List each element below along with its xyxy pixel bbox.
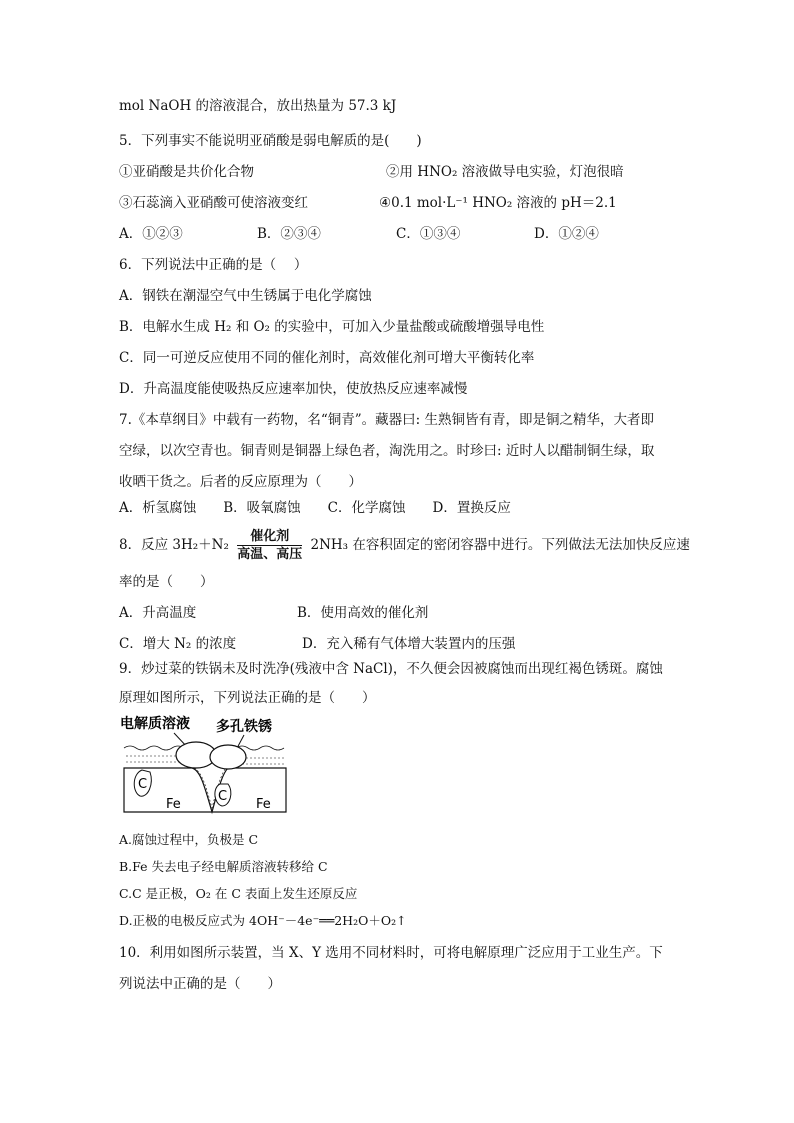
reaction-condition — [237, 529, 302, 562]
q6-option-a: A．钢铁在潮湿空气中生锈属于电化学腐蚀 — [119, 288, 372, 304]
question-10-stem-1: 10．利用如图所示装置，当 X、Y 选用不同材料时，可将电解原理广泛应用于工业生产。下 — [119, 945, 663, 961]
question-7-stem-1: 7.《本草纲目》中载有一药物，名“铜青”。藏器曰: 生熟铜皆有青，即是铜之精华，大者即 — [119, 412, 655, 428]
question-6-stem: 6．下列说法中正确的是（ ） — [119, 257, 308, 273]
condition-catalyst: 催化剂 — [250, 529, 290, 544]
question-8-stem-1 — [119, 528, 690, 562]
question-10-stem-2: 列说法中正确的是（ ） — [119, 976, 281, 992]
q6-option-d: D．升高温度能使吸热反应速率加快，使放热反应速率减慢 — [119, 381, 468, 397]
q8-option-d: D．充入稀有气体增大装置内的压强 — [302, 636, 516, 652]
q6-option-c: C．同一可逆反应使用不同的催化剂时，高效催化剂可增大平衡转化率 — [119, 350, 535, 366]
q5-item-3: ③石蕊滴入亚硝酸可使溶液变红 — [119, 195, 308, 211]
q5-item-1: ①亚硝酸是共价化合物 — [119, 164, 254, 180]
reaction-arrow — [237, 545, 302, 546]
corrosion-diagram — [118, 712, 290, 822]
question-8-stem-2: 率的是（ ） — [119, 574, 214, 590]
q5-option-c: C．①③④ — [396, 226, 461, 242]
label-iron: Fe — [166, 797, 181, 812]
q6-option-b: B．电解水生成 H₂ 和 O₂ 的实验中，可加入少量盐酸或硫酸增强导电性 — [119, 319, 545, 335]
solution-wave — [124, 746, 184, 750]
condition-temp-pressure: 高温、高压 — [237, 547, 303, 562]
q5-option-d: D．①②④ — [534, 226, 599, 242]
question-5-stem: 5．下列事实不能说明亚硝酸是弱电解质的是( ) — [119, 133, 422, 149]
q7-options: A．析氢腐蚀 B．吸氧腐蚀 C．化学腐蚀 D．置换反应 — [119, 500, 511, 516]
q5-item-2: ②用 HNO₂ 溶液做导电实验，灯泡很暗 — [386, 164, 624, 180]
question-7-stem-2: 空绿，以次空青也。铜青则是铜器上绿色者，淘洗用之。时珍曰: 近时人以醋制铜生绿，取 — [119, 443, 655, 459]
text-line: mol NaOH 的溶液混合，放出热量为 57.3 kJ — [119, 98, 397, 114]
q5-option-b: B．②③④ — [257, 226, 321, 242]
label-porous-rust: 多孔铁锈 — [216, 719, 272, 735]
q8-reactants: 8．反应 3H₂＋N₂ — [119, 537, 229, 553]
q8-products: 2NH₃ 在容积固定的密闭容器中进行。下列做法无法加快反应速 — [310, 537, 690, 553]
label-carbon: C — [218, 789, 228, 804]
question-7-stem-3: 收晒干货之。后者的反应原理为（ ） — [119, 474, 362, 490]
q8-option-c: C．增大 N₂ 的浓度 — [119, 636, 237, 652]
q9-option-b: B.Fe 失去电子经电解质溶液转移给 C — [119, 859, 328, 874]
q8-option-b: B．使用高效的催化剂 — [297, 605, 429, 621]
label-carbon: C — [138, 777, 148, 792]
label-iron: Fe — [256, 797, 271, 812]
q9-option-c: C.C 是正极，O₂ 在 C 表面上发生还原反应 — [119, 886, 358, 901]
q9-option-a: A.腐蚀过程中，负极是 C — [119, 832, 259, 847]
q8-option-a: A．升高温度 — [119, 605, 197, 621]
rust-blob — [210, 745, 246, 769]
label-electrolyte-solution: 电解质溶液 — [120, 716, 190, 732]
q5-item-4: ④0.1 mol·L⁻¹ HNO₂ 溶液的 pH＝2.1 — [379, 195, 617, 211]
solution-wave — [236, 746, 284, 750]
question-9-stem-2: 原理如图所示，下列说法正确的是（ ） — [119, 690, 376, 706]
q9-option-d: D.正极的电极反应式为 4OH⁻－4e⁻══2H₂O＋O₂↑ — [119, 913, 407, 928]
question-9-stem-1: 9．炒过菜的铁锅未及时洗净(残液中含 NaCl)，不久便会因被腐蚀而出现红褐色锈斑。腐蚀 — [119, 661, 663, 677]
q5-option-a: A．①②③ — [119, 226, 183, 242]
